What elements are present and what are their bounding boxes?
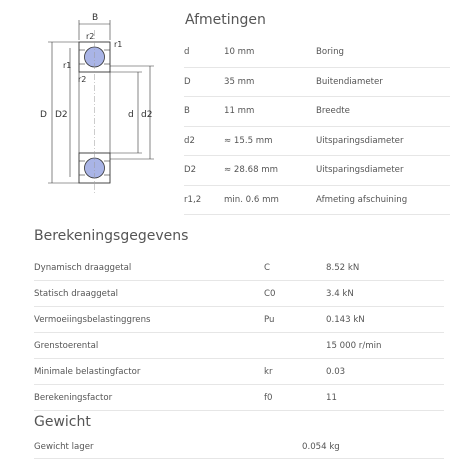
- calc-value: 8.52 kN: [326, 262, 360, 273]
- label-r1-left: r1: [63, 61, 72, 70]
- calc-label: Grenstoerental: [34, 340, 99, 351]
- calc-value: 11: [326, 392, 337, 403]
- dimensions-title: Afmetingen: [185, 12, 266, 28]
- dim-description: Breedte: [316, 106, 350, 117]
- table-row: [34, 436, 444, 459]
- calc-symbol: f0: [264, 392, 273, 403]
- label-r1-top: r1: [114, 40, 123, 49]
- weight-label: Gewicht lager: [34, 442, 94, 452]
- dim-value: ≈ 15.5 mm: [224, 135, 273, 146]
- table-row: [184, 68, 450, 98]
- calc-value: 3.4 kN: [326, 288, 354, 299]
- calc-value: 15 000 r/min: [326, 340, 382, 351]
- calc-label: Berekeningsfactor: [34, 392, 113, 403]
- bearing-cross-section-diagram: [0, 0, 175, 225]
- dim-value: min. 0.6 mm: [224, 194, 279, 205]
- dim-symbol: d: [184, 47, 190, 58]
- calc-symbol: Pu: [264, 314, 275, 325]
- dim-symbol: D2: [184, 165, 197, 176]
- table-row: [34, 255, 444, 281]
- table-row: [184, 38, 450, 68]
- calc-label: Statisch draaggetal: [34, 288, 118, 299]
- table-row: [184, 156, 450, 186]
- table-row: [34, 307, 444, 333]
- dim-symbol: D: [184, 76, 191, 87]
- dimensions-table: [184, 38, 450, 215]
- table-row: [34, 333, 444, 359]
- table-row: [184, 186, 450, 216]
- label-r2-mid: r2: [78, 75, 87, 84]
- table-row: [34, 359, 444, 385]
- calc-symbol: kr: [264, 366, 273, 377]
- weight-table: [34, 436, 444, 459]
- label-D2: D2: [55, 110, 68, 120]
- calculation-table: [34, 255, 444, 411]
- calc-value: 0.03: [326, 366, 346, 377]
- label-b: B: [92, 13, 99, 23]
- dim-symbol: B: [184, 106, 190, 117]
- dim-value: 10 mm: [224, 47, 255, 58]
- table-row: [184, 97, 450, 127]
- calc-value: 0.143 kN: [326, 314, 365, 325]
- calc-label: Vermoeiingsbelastinggrens: [34, 314, 151, 325]
- label-d: d: [128, 110, 134, 120]
- table-row: [184, 127, 450, 157]
- calc-label: Minimale belastingfactor: [34, 366, 141, 377]
- dim-description: Boring: [316, 47, 344, 58]
- calc-symbol: C: [264, 262, 271, 273]
- dim-symbol: r1,2: [184, 194, 202, 205]
- label-r2-top: r2: [86, 32, 95, 41]
- dim-symbol: d2: [184, 135, 195, 146]
- dim-value: ≈ 28.68 mm: [224, 165, 279, 176]
- calc-label: Dynamisch draaggetal: [34, 262, 132, 273]
- table-row: [34, 385, 444, 411]
- label-D: D: [40, 110, 47, 120]
- label-d2: d2: [141, 110, 153, 120]
- calc-symbol: C0: [264, 288, 276, 299]
- dim-description: Afmeting afschuining: [316, 194, 408, 205]
- dim-description: Uitsparingsdiameter: [316, 135, 404, 146]
- dim-description: Uitsparingsdiameter: [316, 165, 404, 176]
- dim-value: 11 mm: [224, 106, 255, 117]
- weight-value: 0.054 kg: [302, 442, 340, 452]
- dim-value: 35 mm: [224, 76, 255, 87]
- dim-description: Buitendiameter: [316, 76, 383, 87]
- table-row: [34, 281, 444, 307]
- weight-title: Gewicht: [34, 414, 91, 430]
- calculation-title: Berekeningsgegevens: [34, 228, 189, 244]
